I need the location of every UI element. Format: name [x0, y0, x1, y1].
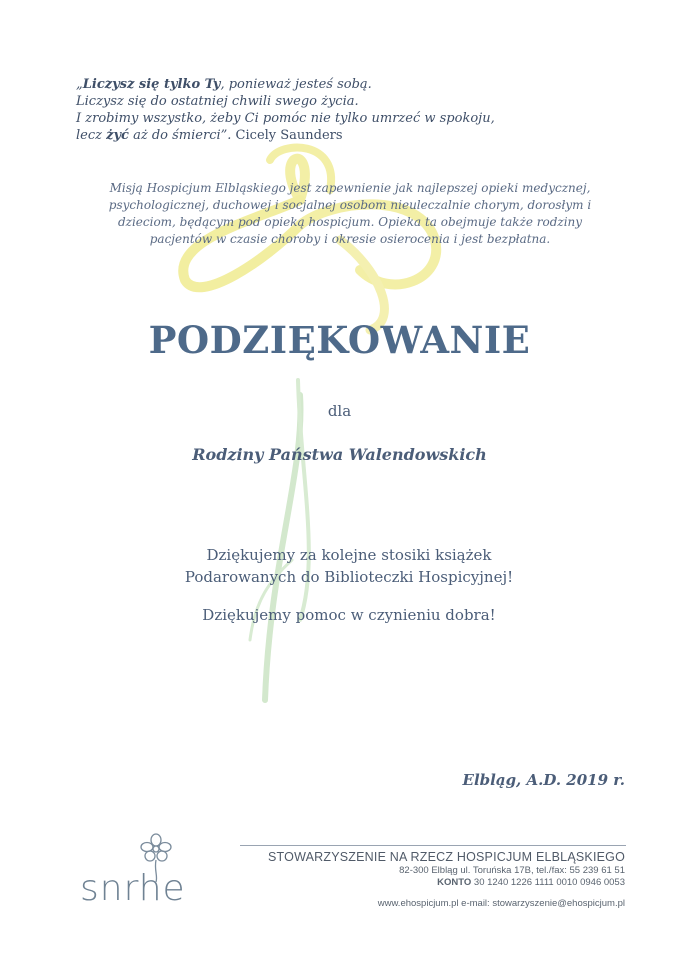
quote-line-4	[76, 127, 556, 144]
thanks-message	[0, 544, 679, 588]
mission-line: pacjentów w czasie choroby i okresie osierocenia i jest bezpłatna.	[149, 232, 551, 246]
place-and-date: Elbląg, A.D. 2019 r.	[462, 771, 625, 789]
bank-account-number: 30 1240 1226 1111 0010 0946 0053	[473, 877, 625, 888]
recipient-name: Rodziny Państwa Walendowskich	[192, 445, 487, 464]
mission-line: Misją Hospicjum Elbląskiego jest zapewnienie jak najlepszej opieki medycznej,	[109, 181, 591, 195]
mission-line: dzieciom, będącym pod opieką hospicjum. Opieka ta obejmuje także rodziny	[117, 215, 583, 229]
quote-line-2: Liczysz się do ostatniej chwili swego życia.	[76, 94, 359, 109]
mission-line: psychologicznej, duchowej i socjalnej osobom nieuleczalnie chorym, dorosłym i	[108, 198, 592, 212]
thanks-line-2: Podarowanych do Biblioteczki Hospicyjnej!	[184, 568, 514, 586]
quote-line-3: I zrobimy wszystko, żeby Ci pomóc nie tylko umrzeć w spokoju,	[76, 111, 495, 126]
bank-account	[437, 877, 625, 888]
footer-divider	[240, 845, 626, 846]
quote-open-mark: „	[76, 77, 83, 92]
quote-line-1-rest: , ponieważ jesteś sobą.	[220, 77, 372, 92]
mission-statement	[84, 180, 616, 248]
quote-line-4-pre: lecz	[76, 128, 107, 143]
for-label: dla	[327, 402, 352, 420]
website-email: www.ehospicjum.pl e-mail: stowarzyszenie@ehospicjum.pl	[377, 898, 625, 909]
quote-line-4-rest: aż do śmierci”.	[128, 128, 232, 143]
thanks-line-3: Dziękujemy pomoc w czynieniu dobra!	[202, 606, 496, 624]
quote-bold-phrase: Liczysz się tylko Ty	[82, 77, 221, 92]
logo-wordmark: snrhe	[80, 868, 186, 909]
bank-account-label: KONTO	[437, 877, 472, 888]
organization-name: STOWARZYSZENIE NA RZECZ HOSPICJUM ELBLĄSKIEGO	[268, 850, 625, 864]
thanks-line-1: Dziękujemy za kolejne stosiki książek	[206, 546, 492, 564]
quote-author: Cicely Saunders	[231, 128, 343, 143]
certificate-title: PODZIĘKOWANIE	[148, 318, 531, 362]
quote-line-1	[76, 76, 556, 93]
quote-bold-word: żyć	[106, 128, 129, 143]
organization-address: 82-300 Elbląg ul. Toruńska 17B, tel./fax: 55 239 61 51	[399, 865, 625, 876]
quote-block	[76, 76, 556, 144]
